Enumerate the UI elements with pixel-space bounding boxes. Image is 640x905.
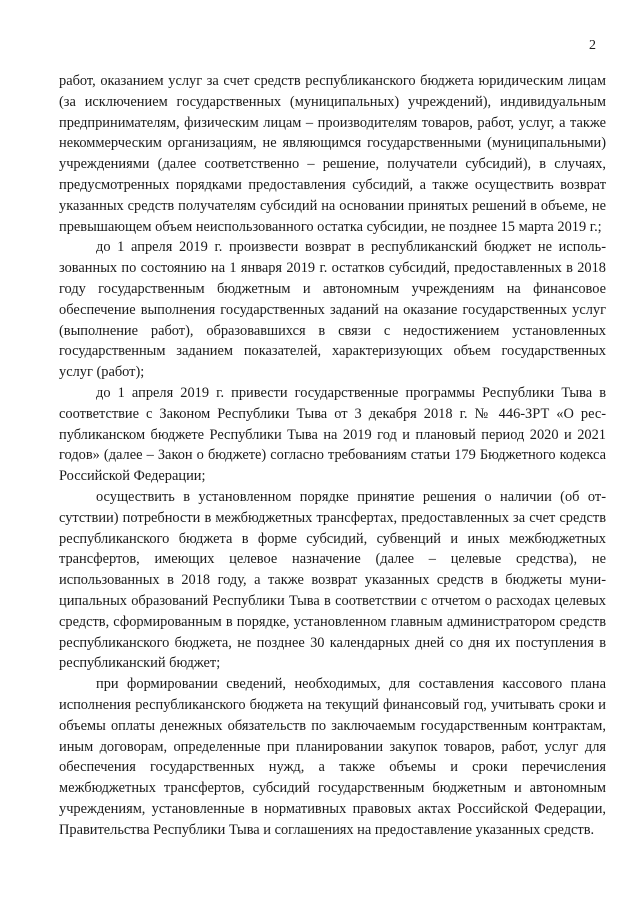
paragraph-5: при формировании сведений, необходимых, для составления кассового плана исполнения республиканского бюджета на текущий финансовый год, учитывать сроки и объемы оплаты денежных обязательств по заключаемым государственным контрактам, иным договорам, определенные при планировании закупок товаров, работ, услуг для обеспечения государственных нужд, а также объемы и сроки перечисления межбюджетных трансфертов, субсидий государственным бюджетным и автономным учреждениям, установленные в нормативных правовых актах Российской Федерации, Правительства Республики Тыва и соглашениях на предоставление указанных средств. [59, 676, 606, 838]
paragraph-3: до 1 апреля 2019 г. привести государственные программы Республики Тыва в соответствие с Законом Республики Тыва от 3 декабря 2018 г. № 446-ЗРТ «О республиканском бюджете Республики Тыва на 2019 год и плановый период 2020 и 2021 годов» (далее – Закон о бюджете) согласно требованиям статьи 179 Бюджетного кодекса Российской Федерации; [59, 384, 606, 485]
paragraph-2: до 1 апреля 2019 г. произвести возврат в республиканский бюджет не использованных по состоянию на 1 января 2019 г. остатков субсидий, предоставленных в 2018 году государственным бюджетным и автономным учреждениям на финансовое обеспечение выполнения государственных заданий на оказание государственных услуг (выполнение работ), образовавшихся в связи с недостижением установленных государственным заданием показателей, характеризующих объем государственных услуг (работ); [59, 239, 606, 381]
paragraph-4: осуществить в установленном порядке принятие решения о наличии (об отсутствии) потребности в межбюджетных трансфертах, предоставленных за счет средств республиканского бюджета в форме субсидий, субвенций и иных межбюджетных трансфертов, имеющих целевое назначение (далее – целевые средства), не использованных в 2018 году, а также возврат указанных средств в бюджеты муниципальных образований Республики Тыва в соответствии с отчетом о расходах целевых средств, сформированным в порядке, установленном главным администратором средств республиканского бюджета, не позднее 30 календарных дней со дня их поступления в республиканский бюджет; [59, 488, 606, 672]
document-body [59, 71, 606, 840]
page-number: 2 [589, 38, 596, 53]
paragraph-1: работ, оказанием услуг за счет средств республиканского бюджета юридическим лицам (за исключением государственных (муниципальных) учреждений), индивидуальным предпринимателям, физическим лицам – производителям товаров, работ, услуг, а также некоммерческим организациям, не являющимся государственными (муниципальными) учреждениями (далее соответственно – решение, получатели субсидий), в случаях, предусмотренных порядками предоставления субсидий, а также осуществить возврат указанных средств получателям субсидий на основании принятых решений в объеме, не превышающем объем неиспользованного остатка субсидии, не позднее 15 марта 2019 г.; [59, 73, 606, 235]
